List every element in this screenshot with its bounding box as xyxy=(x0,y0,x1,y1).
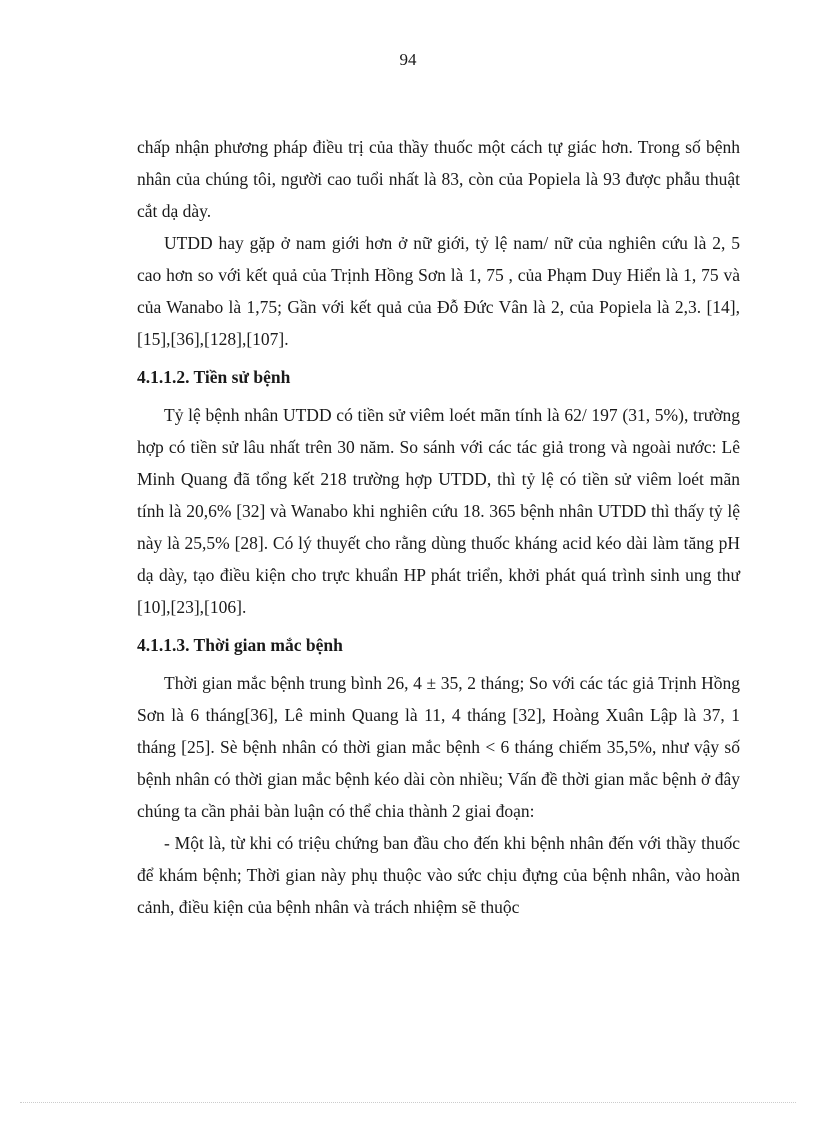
paragraph-medical-history: Tỷ lệ bệnh nhân UTDD có tiền sử viêm loét mãn tính là 62/ 197 (31, 5%), trường hợp có tiền sử lâu nhất trên 30 năm. So sánh với các tác giả trong và ngoài nước: Lê Minh Quang đã tổng kết 218 trường hợp UTDD, thì tỷ lệ có tiền sử viêm loét mãn tính là 20,6% [32] và Wanabo khi nghiên cứu 18. 365 bệnh nhân UTDD thì thấy tỷ lệ này là 25,5% [28]. Có lý thuyết cho rằng dùng thuốc kháng acid kéo dài làm tăng pH dạ dày, tạo điều kiện cho trực khuẩn HP phát triển, khởi phát quá trình sinh ung thư [10],[23],[106]. xyxy=(137,405,740,617)
paragraph-first-stage: - Một là, từ khi có triệu chứng ban đầu cho đến khi bệnh nhân đến với thầy thuốc để khám bệnh; Thời gian này phụ thuộc vào sức chịu đựng của bệnh nhân, vào hoàn cảnh, điều kiện của bệnh nhân và trách nhiệm sẽ thuộc xyxy=(137,833,740,917)
paragraph-disease-duration: Thời gian mắc bệnh trung bình 26, 4 ± 35, 2 tháng; So với các tác giả Trịnh Hồng Sơn là 6 tháng[36], Lê minh Quang là 11, 4 tháng [32], Hoàng Xuân Lập là 37, 1 tháng [25]. Sè bệnh nhân có thời gian mắc bệnh < 6 tháng chiếm 35,5%, như vậy số bệnh nhân có thời gian mắc bệnh kéo dài còn nhiều; Vấn đề thời gian mắc bệnh ở đây chúng ta cần phải bàn luận có thể chia thành 2 giai đoạn: xyxy=(137,673,740,821)
paragraph-gender-ratio: UTDD hay gặp ở nam giới hơn ở nữ giới, tỷ lệ nam/ nữ của nghiên cứu là 2, 5 cao hơn so với kết quả của Trịnh Hồng Sơn là 1, 75 , của Phạm Duy Hiển là 1, 75 và của Wanabo là 1,75; Gần với kết quả của Đỗ Đức Vân là 2, của Popiela là 2,3. [14],[15],[36],[128],[107]. xyxy=(137,233,740,349)
page-bottom-divider xyxy=(20,1102,796,1103)
section-heading-disease-duration: 4.1.1.3. Thời gian mắc bệnh xyxy=(137,635,343,655)
page-number: 94 xyxy=(399,50,417,69)
paragraph-continuation: chấp nhận phương pháp điều trị của thầy thuốc một cách tự giác hơn. Trong số bệnh nhân của chúng tôi, người cao tuổi nhất là 83, còn của Popiela là 93 được phẫu thuật cắt dạ dày. xyxy=(137,137,740,221)
section-heading-medical-history: 4.1.1.2. Tiền sử bệnh xyxy=(137,367,291,387)
document-body xyxy=(137,131,740,923)
